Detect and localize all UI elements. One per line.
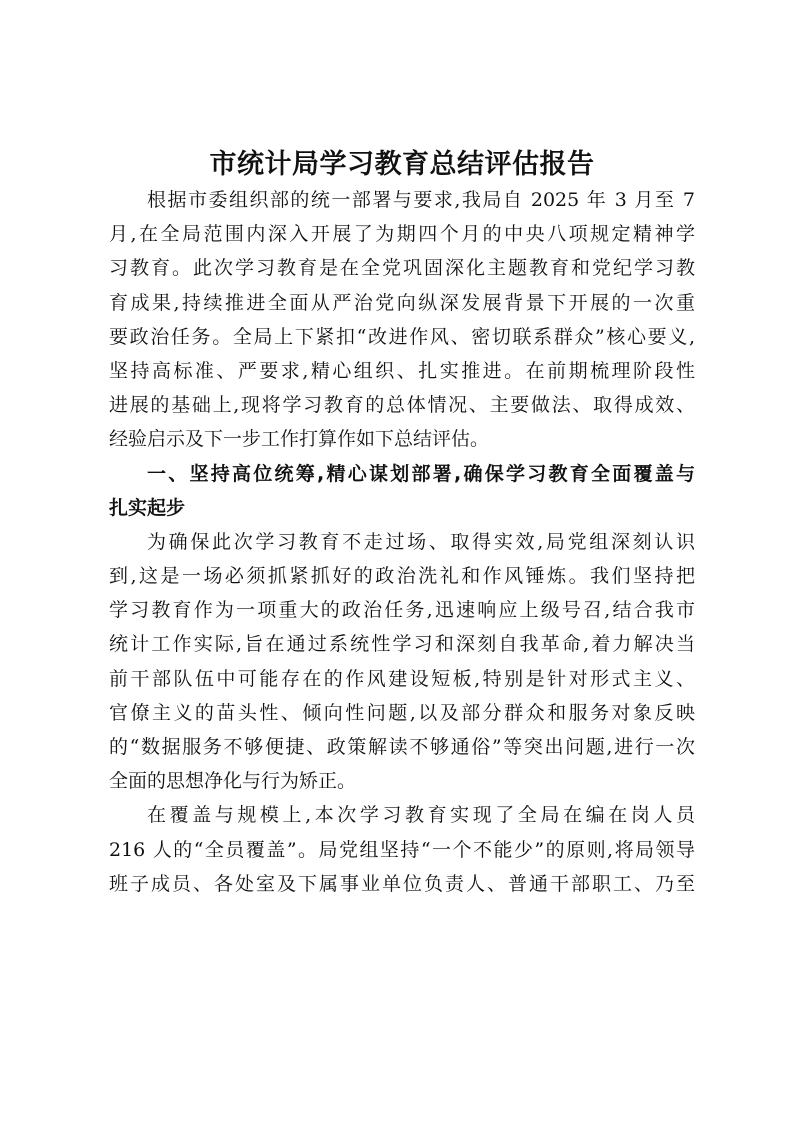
text-line: 前干部队伍中可能存在的作风建设短板,特别是针对形式主义、 [109, 667, 695, 690]
text-line: 经验启示及下一步工作打算作如下总结评估。 [109, 428, 490, 451]
section-1-paragraph-1 [109, 525, 695, 799]
section-1-paragraph-2 [109, 798, 695, 901]
text-line: 216 人的“全员覆盖”。局党组坚持“一个不能少”的原则,将局领导 [109, 838, 695, 861]
document-title: 市统计局学习教育总结评估报告 [209, 149, 595, 180]
text-line: 根据市委组织部的统一部署与要求,我局自 2025 年 3 月至 7 [147, 189, 695, 211]
heading-line: 扎实起步 [109, 496, 186, 519]
text-line: 到,这是一场必须抓紧抓好的政治洗礼和作风锤炼。我们坚持把 [109, 565, 695, 588]
text-line: 学习教育作为一项重大的政治任务,迅速响应上级号召,结合我市 [109, 599, 695, 622]
document-body [109, 147, 695, 901]
text-line: 班子成员、各处室及下属事业单位负责人、普通干部职工、乃至 [109, 872, 695, 895]
section-heading-1 [109, 457, 695, 525]
text-line: 要政治任务。全局上下紧扣“改进作风、密切联系群众”核心要义, [109, 325, 695, 348]
text-line: 月,在全局范围内深入开展了为期四个月的中央八项规定精神学 [109, 223, 695, 246]
text-line: 全面的思想净化与行为矫正。 [109, 770, 357, 793]
text-line: 进展的基础上,现将学习教育的总体情况、主要做法、取得成效、 [109, 394, 695, 417]
text-line: 的“数据服务不够便捷、政策解读不够通俗”等突出问题,进行一次 [109, 736, 695, 758]
text-line: 统计工作实际,旨在通过系统性学习和深刻自我革命,着力解决当 [109, 633, 695, 656]
text-line: 习教育。此次学习教育是在全党巩固深化主题教育和党纪学习教 [109, 257, 695, 280]
text-line: 坚持高标准、严要求,精心组织、扎实推进。在前期梳理阶段性 [109, 359, 695, 382]
text-line: 为确保此次学习教育不走过场、取得实效,局党组深刻认识 [147, 530, 695, 553]
text-line: 官僚主义的苗头性、倾向性问题,以及部分群众和服务对象反映 [109, 701, 695, 724]
text-line: 在覆盖与规模上,本次学习教育实现了全局在编在岗人员 [147, 804, 695, 827]
intro-paragraph [109, 183, 695, 457]
heading-line: 一、坚持高位统筹,精心谋划部署,确保学习教育全面覆盖与 [147, 462, 695, 485]
text-line: 育成果,持续推进全面从严治党向纵深发展背景下开展的一次重 [109, 291, 695, 314]
